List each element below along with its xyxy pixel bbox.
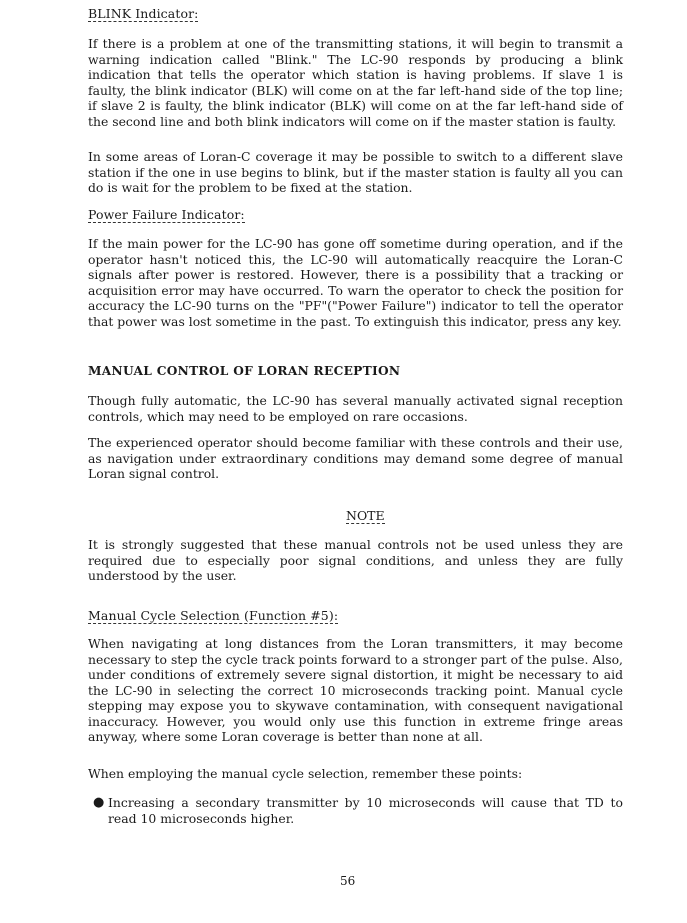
page-number: 56 xyxy=(340,874,356,888)
power-failure-heading: Power Failure Indicator: xyxy=(88,207,245,222)
blink-indicator-heading: BLINK Indicator: xyxy=(88,6,199,21)
cycle-selection-paragraph-1: When navigating at long distances from the Loran transmitters, it may become necessary to step the cycle track points forward to a stronger part of the pulse. Also, under conditions of extremely severe signal distortion, it might be necessary to aid the LC-90 in selecting the correct 10 microseconds tracking point. Manual cycle stepping may expose you to skywave contamination, with consequent navigational inaccuracy. However, you would only use this function in extreme fringe areas anyway, where some Loran coverage is better than none at all. xyxy=(88,636,623,744)
manual-control-paragraph-1: Though fully automatic, the LC-90 has several manually activated signal reception controls, which may need to be employed on rare occasions. xyxy=(88,393,623,424)
bullet-icon: ● xyxy=(93,795,105,810)
blink-paragraph-1: If there is a problem at one of the transmitting stations, it will begin to transmit a warning indication called "Blink." The LC-90 responds by producing a blink indication that tells the operator which station is having problems. If slave 1 is faulty, the blink indicator (BLK) will come on at the far left-hand side of the top line; if slave 2 is faulty, the blink indicator (BLK) will come on at the far left-hand side of the second line and both blink indicators will come on if the master station is faulty. xyxy=(88,36,623,129)
manual-control-paragraph-2: The experienced operator should become familiar with these controls and their use, as navigation under extraordinary conditions may demand some degree of manual Loran signal control. xyxy=(88,435,623,481)
list-item-text: Increasing a secondary transmitter by 10 microseconds will cause that TD to read 10 microseconds higher. xyxy=(108,795,623,826)
cycle-selection-paragraph-2: When employing the manual cycle selection, remember these points: xyxy=(88,766,523,781)
manual-control-title: MANUAL CONTROL OF LORAN RECEPTION xyxy=(88,364,401,378)
note-title: NOTE xyxy=(346,508,385,523)
list-item xyxy=(93,795,623,826)
note-paragraph: It is strongly suggested that these manual controls not be used unless they are required due to especially poor signal conditions, and unless they are fully understood by the user. xyxy=(88,537,623,583)
power-failure-paragraph: If the main power for the LC-90 has gone off sometime during operation, and if the operator hasn't noticed this, the LC-90 will automatically reacquire the Loran-C signals after power is restored. However, there is a possibility that a tracking or acquisition error may have occurred. To warn the operator to check the position for accuracy the LC-90 turns on the "PF"("Power Failure") indicator to tell the operator that power was lost sometime in the past. To extinguish this indicator, press any key. xyxy=(88,236,623,329)
manual-cycle-selection-heading: Manual Cycle Selection (Function #5): xyxy=(88,608,339,623)
blink-paragraph-2: In some areas of Loran-C coverage it may be possible to switch to a different slave station if the one in use begins to blink, but if the master station is faulty all you can do is wait for the problem to be fixed at the station. xyxy=(88,149,623,195)
